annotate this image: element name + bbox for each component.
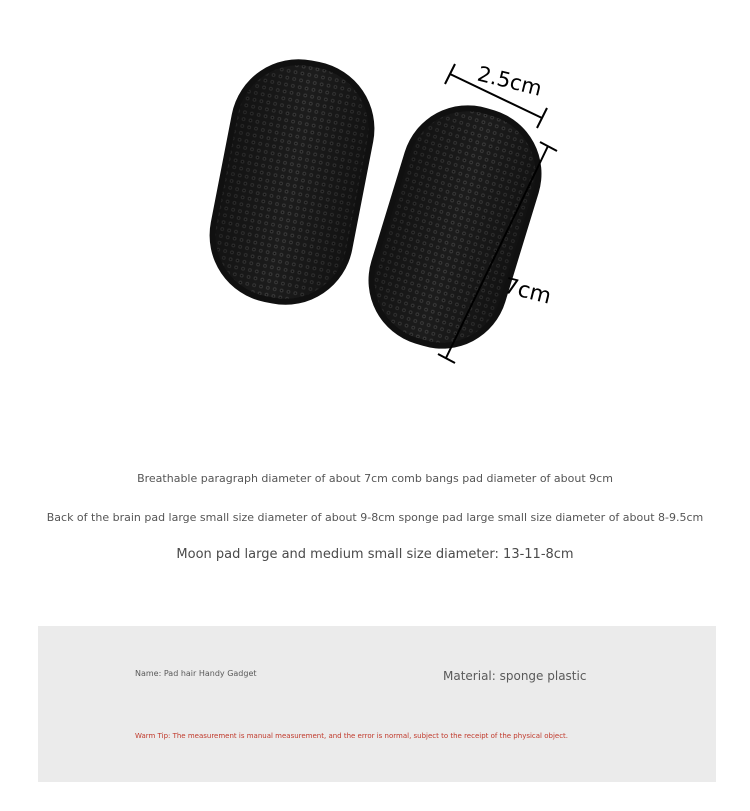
info-panel — [38, 626, 716, 782]
velcro-pad-left — [198, 48, 386, 317]
description-line-1: Breathable paragraph diameter of about 7cm comb bangs pad diameter of about 9cm — [137, 472, 613, 485]
product-material: Material: sponge plastic — [443, 669, 587, 683]
width-label: 2.5cm — [475, 61, 545, 101]
description-line-2: Back of the brain pad large small size diameter of about 9-8cm sponge pad large small size diameter of about 8-9.5cm — [46, 511, 704, 524]
product-name: Name: Pad hair Handy Gadget — [135, 669, 257, 678]
velcro-pad-right — [352, 89, 558, 365]
length-label: 7cm — [501, 273, 554, 310]
description-line-3: Moon pad large and medium small size diameter: 13-11-8cm — [176, 547, 574, 562]
warm-tip: Warm Tip: The measurement is manual measurement, and the error is normal, subject to the receipt of the physical object. — [135, 732, 569, 740]
